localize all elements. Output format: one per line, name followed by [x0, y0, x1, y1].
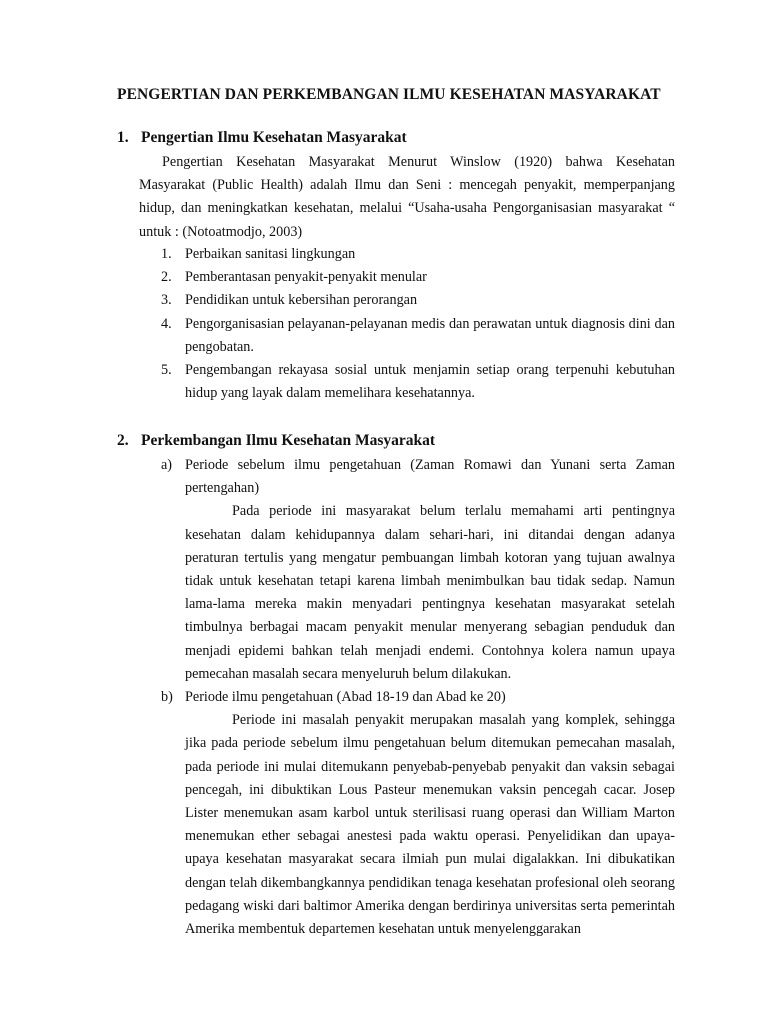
section-1-heading	[117, 129, 407, 147]
list-item	[161, 289, 675, 312]
list-item-number: 2.	[161, 269, 172, 286]
section-2-list	[161, 454, 675, 941]
list-item-number: 3.	[161, 292, 172, 309]
period-item-letter: a)	[161, 457, 173, 473]
period-item-paragraph: Pada periode ini masyarakat belum terlalu memahami arti pentingnya kesehatan dalam kehidupannya dalam sehari-hari, ini ditandai dengan adanya peraturan tertulis yang mengatur pembuangan limbah kotoran yang tujuan awalnya tidak untuk kesehatan tetapi karena limbah menimbulkan bau tidak sedap. Namun lama-lama mereka makin menyadari pentingnya kesehatan masyarakat setelah timbulnya berbagai macam penyakit menular menyerang sebagian penduduk dan menjadi epidemi bahkan telah menjadi endemi. Contohnya kolera namun upaya pemecahan masalah secara menyeluruh belum dilakukan.	[185, 503, 675, 682]
list-item-text: Pemberantasan penyakit-penyakit menular	[185, 269, 427, 286]
list-item-number: 5.	[161, 362, 172, 379]
list-item-number: 1.	[161, 246, 172, 262]
list-item-text: Pengorganisasian pelayanan-pelayanan medis dan perawatan untuk diagnosis dini dan pengobatan.	[185, 315, 675, 355]
section-2-number: 2.	[117, 432, 129, 449]
list-item-number: 4.	[161, 315, 172, 332]
period-item	[161, 454, 675, 686]
section-1-list	[161, 243, 675, 405]
section-1-number: 1.	[117, 129, 129, 146]
period-item-paragraph: Periode ini masalah penyakit merupakan masalah yang komplek, sehingga jika pada periode sebelum ilmu pengetahuan belum ditemukan pemecahan masalah, pada periode ini mulai ditemukann penyebab-penyebab penyakit dan vaksin sebagai pencegah, ini dibuktikan Lous Pasteur menemukan vaksin pencegah cacar. Josep Lister menemukan asam karbol untuk sterilisasi ruang operasi dan William Marton menemukan ether sebagai anestesi pada waktu operasi. Penyelidikan dan upaya-upaya kesehatan masyarakat secara ilmiah pun mulai digalakkan. Ini dibukatikan dengan telah dikembangkannya pendidikan tenaga kesehatan profesional oleh seorang pedagang wiski dari baltimor Amerika dengan berdirinya universitas serta pemerintah Amerika membentuk departemen kesehatan untuk menyelenggarakan	[185, 712, 675, 938]
list-item-text: Pengembangan rekayasa sosial untuk menjamin setiap orang terpenuhi kebutuhan hidup yang layak dalam memelihara kesehatannya.	[185, 362, 675, 402]
period-item-heading: Periode sebelum ilmu pengetahuan (Zaman Romawi dan Yunani serta Zaman pertengahan)	[185, 457, 675, 497]
section-1-title: Pengertian Ilmu Kesehatan Masyarakat	[141, 129, 407, 146]
list-item	[161, 359, 675, 405]
list-item-text: Perbaikan sanitasi lingkungan	[185, 246, 356, 262]
list-item	[161, 243, 675, 266]
period-item-heading: Periode ilmu pengetahuan (Abad 18-19 dan Abad ke 20)	[185, 689, 506, 706]
period-item-letter: b)	[161, 689, 173, 706]
section-1-intro-paragraph: Pengertian Kesehatan Masyarakat Menurut Winslow (1920) bahwa Kesehatan Masyarakat (Public Health) adalah Ilmu dan Seni : mencegah penyakit, memperpanjang hidup, dan meningkatkan kesehatan, melalui “Usaha-usaha Pengorganisasian masyarakat “ untuk : (Notoatmodjo, 2003)	[139, 154, 675, 240]
list-item-text: Pendidikan untuk kebersihan perorangan	[185, 292, 418, 309]
period-item	[161, 686, 675, 941]
document-title: PENGERTIAN DAN PERKEMBANGAN ILMU KESEHATAN MASYARAKAT	[117, 86, 661, 103]
list-item	[161, 313, 675, 359]
section-2-title: Perkembangan Ilmu Kesehatan Masyarakat	[141, 432, 436, 449]
section-2-heading	[117, 432, 435, 450]
list-item	[161, 266, 675, 289]
